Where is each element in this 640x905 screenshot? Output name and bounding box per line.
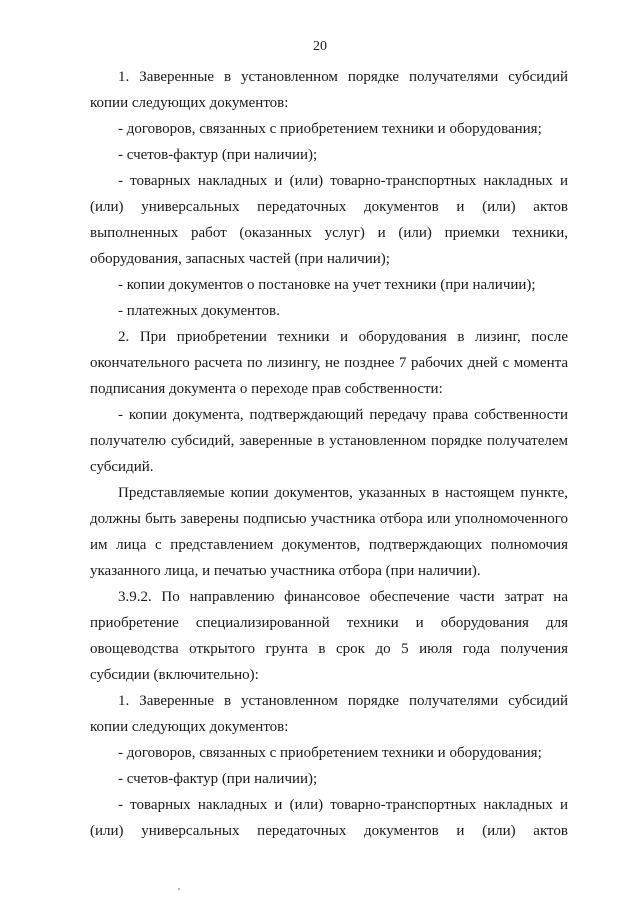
list-item: - копии документов о постановке на учет техники (при наличии); — [118, 277, 536, 293]
paragraph: 1. Заверенные в установленном порядке получателями субсидий копии следующих документов: — [90, 69, 568, 111]
list-item: - товарных накладных и (или) товарно-транспортных накладных и (или) универсальных передаточных документов и (или) актов выполненных работ (оказанных услуг) и (или) приемки техники, оборудования, запасных частей (при наличии); — [90, 173, 568, 267]
list-item: - договоров, связанных с приобретением техники и оборудования; — [118, 121, 542, 137]
list-item: - счетов-фактур (при наличии); — [118, 771, 318, 787]
list-item: - счетов-фактур (при наличии); — [118, 147, 318, 163]
list-item: - копии документа, подтверждающий передачу права собственности получателю субсидий, заверенные в установленном порядке получателем субсидий. — [90, 407, 568, 475]
document-body — [90, 64, 568, 844]
page-number: 20 — [313, 39, 327, 54]
paragraph: 1. Заверенные в установленном порядке получателями субсидий копии следующих документов: — [90, 693, 568, 735]
list-item: - платежных документов. — [118, 303, 280, 319]
paragraph: Представляемые копии документов, указанных в настоящем пункте, должны быть заверены подписью участника отбора или уполномоченного им лица с представлением документов, подтверждающих полномочия указанного лица, и печатью участника отбора (при наличии). — [90, 485, 568, 579]
paragraph: 2. При приобретении техники и оборудования в лизинг, после окончательного расчета по лизингу, не позднее 7 рабочих дней с момента подписания документа о переходе прав собственности: — [90, 329, 568, 397]
list-item: - товарных накладных и (или) товарно-транспортных накладных и (или) универсальных передаточных документов и (или) актов — [90, 797, 568, 839]
scan-artifact — [178, 888, 180, 890]
list-item: - договоров, связанных с приобретением техники и оборудования; — [118, 745, 542, 761]
paragraph: 3.9.2. По направлению финансовое обеспечение части затрат на приобретение специализированной техники и оборудования для овощеводства открытого грунта в срок до 5 июля года получения субсидии (включительно): — [90, 589, 568, 683]
